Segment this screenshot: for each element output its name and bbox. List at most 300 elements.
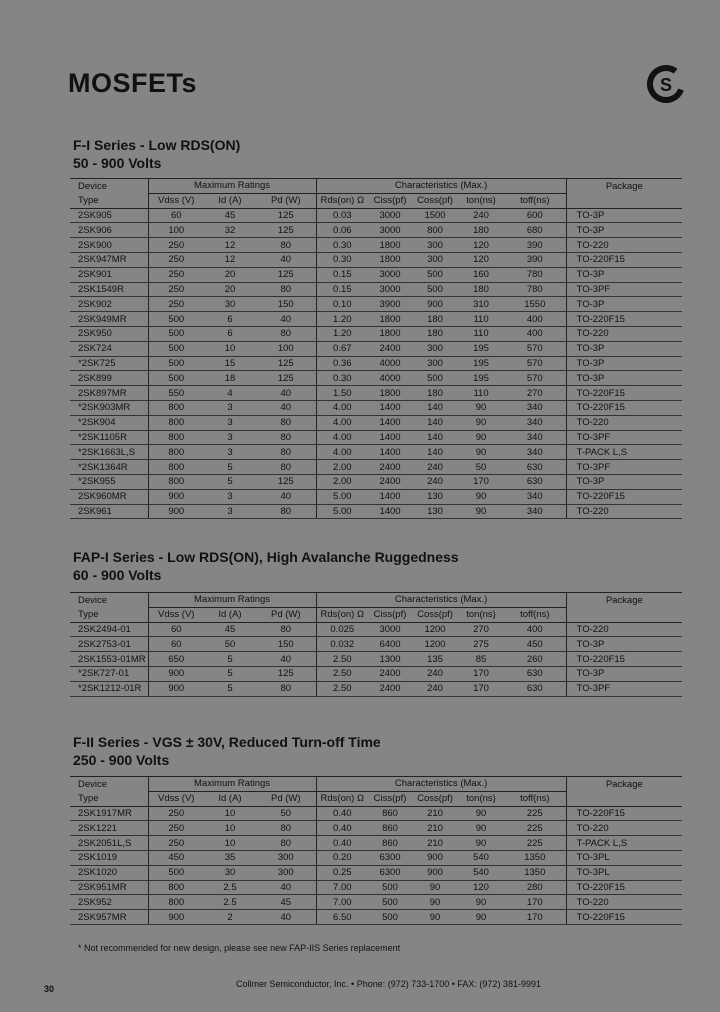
cell-id: 18 (204, 371, 256, 386)
page-number: 30 (44, 984, 55, 994)
cell-ton: 90 (458, 489, 504, 504)
table-row (70, 460, 682, 475)
cell-pd: 125 (256, 223, 316, 238)
cell-vdss: 650 (148, 652, 204, 667)
header-package: Package (566, 593, 682, 608)
cell-vdss: 250 (148, 252, 204, 267)
cell-ton: 90 (458, 504, 504, 519)
cell-ton: 90 (458, 895, 504, 910)
cell-vdss: 500 (148, 356, 204, 371)
cell-ton: 110 (458, 312, 504, 327)
cell-pd: 80 (256, 821, 316, 836)
table-row (70, 652, 682, 667)
cell-pd: 45 (256, 895, 316, 910)
cell-rds-on: 0.40 (316, 821, 368, 836)
cell-ciss: 1400 (368, 445, 412, 460)
cell-pd: 125 (256, 474, 316, 489)
cell-device-type: 2SK1019 (70, 850, 148, 865)
header-id: Id (A) (204, 791, 256, 806)
cell-id: 10 (204, 821, 256, 836)
cell-toff: 225 (504, 836, 566, 851)
cell-device-type: 2SK1549R (70, 282, 148, 297)
cell-id: 3 (204, 489, 256, 504)
cell-ciss: 2400 (368, 341, 412, 356)
cell-package: TO-3PL (566, 850, 682, 865)
cell-toff: 630 (504, 666, 566, 681)
header-pd: Pd (W) (256, 607, 316, 622)
cell-pd: 125 (256, 208, 316, 223)
cell-pd: 80 (256, 445, 316, 460)
table-row (70, 821, 682, 836)
header-type: Type (70, 791, 148, 806)
cell-coss: 240 (412, 460, 458, 475)
cell-vdss: 900 (148, 489, 204, 504)
cell-package: TO-3P (566, 297, 682, 312)
cell-rds-on: 0.15 (316, 267, 368, 282)
cell-id: 6 (204, 326, 256, 341)
cell-package: TO-3P (566, 666, 682, 681)
cell-coss: 240 (412, 681, 458, 696)
cell-package: TO-220 (566, 504, 682, 519)
cell-package: TO-3PF (566, 681, 682, 696)
table-row (70, 400, 682, 415)
cell-device-type: 2SK947MR (70, 252, 148, 267)
cell-package: TO-220F15 (566, 400, 682, 415)
cell-toff: 630 (504, 474, 566, 489)
header-characteristics: Characteristics (Max.) (316, 777, 566, 792)
cell-toff: 600 (504, 208, 566, 223)
cell-toff: 260 (504, 652, 566, 667)
cell-coss: 800 (412, 223, 458, 238)
cell-coss: 140 (412, 445, 458, 460)
cell-coss: 900 (412, 865, 458, 880)
cell-id: 30 (204, 865, 256, 880)
table-row (70, 267, 682, 282)
header-characteristics: Characteristics (Max.) (316, 179, 566, 194)
cell-vdss: 800 (148, 474, 204, 489)
header-ciss: Ciss(pf) (368, 193, 412, 208)
table-row (70, 666, 682, 681)
header-max-ratings: Maximum Ratings (148, 777, 316, 792)
table-row (70, 445, 682, 460)
header-device: Device (70, 179, 148, 194)
cell-ton: 85 (458, 652, 504, 667)
spec-table (70, 178, 682, 519)
cell-ciss: 3000 (368, 622, 412, 637)
cell-coss: 210 (412, 836, 458, 851)
cell-coss: 1200 (412, 622, 458, 637)
cell-pd: 40 (256, 386, 316, 401)
header-package-spacer (566, 791, 682, 806)
cell-rds-on: 2.50 (316, 652, 368, 667)
table-row (70, 238, 682, 253)
cell-ton: 90 (458, 430, 504, 445)
cell-ciss: 1800 (368, 238, 412, 253)
cell-toff: 340 (504, 489, 566, 504)
cell-toff: 400 (504, 326, 566, 341)
table-row (70, 297, 682, 312)
header-id: Id (A) (204, 607, 256, 622)
cell-package: TO-3P (566, 208, 682, 223)
section-heading (73, 733, 381, 769)
cell-device-type: 2SK905 (70, 208, 148, 223)
cell-ton: 170 (458, 681, 504, 696)
cell-vdss: 800 (148, 880, 204, 895)
cell-ciss: 500 (368, 910, 412, 925)
cell-device-type: 2SK897MR (70, 386, 148, 401)
cell-rds-on: 0.15 (316, 282, 368, 297)
cell-vdss: 60 (148, 637, 204, 652)
header-ciss: Ciss(pf) (368, 791, 412, 806)
header-ton: ton(ns) (458, 193, 504, 208)
spec-table (70, 776, 682, 925)
cell-id: 10 (204, 836, 256, 851)
cell-coss: 1200 (412, 637, 458, 652)
header-toff: toff(ns) (504, 193, 566, 208)
header-max-ratings: Maximum Ratings (148, 179, 316, 194)
cell-ciss: 3000 (368, 282, 412, 297)
cell-id: 5 (204, 460, 256, 475)
header-package-spacer (566, 193, 682, 208)
cell-ciss: 4000 (368, 356, 412, 371)
cell-rds-on: 1.20 (316, 312, 368, 327)
cell-ton: 195 (458, 371, 504, 386)
cell-pd: 80 (256, 622, 316, 637)
cell-pd: 80 (256, 460, 316, 475)
cell-toff: 400 (504, 312, 566, 327)
cell-vdss: 900 (148, 910, 204, 925)
table-row (70, 504, 682, 519)
cell-package: TO-3PL (566, 865, 682, 880)
cell-ton: 50 (458, 460, 504, 475)
cell-pd: 100 (256, 341, 316, 356)
cell-id: 5 (204, 652, 256, 667)
cell-pd: 80 (256, 415, 316, 430)
cell-device-type: 2SK950 (70, 326, 148, 341)
cell-pd: 80 (256, 681, 316, 696)
cell-toff: 340 (504, 415, 566, 430)
cell-toff: 340 (504, 400, 566, 415)
cell-id: 3 (204, 445, 256, 460)
cell-coss: 300 (412, 238, 458, 253)
cell-rds-on: 0.25 (316, 865, 368, 880)
cell-ton: 170 (458, 666, 504, 681)
cell-vdss: 800 (148, 430, 204, 445)
cell-ton: 90 (458, 415, 504, 430)
cell-ciss: 1800 (368, 252, 412, 267)
cell-ciss: 1800 (368, 312, 412, 327)
cell-id: 20 (204, 267, 256, 282)
page-title: MOSFETs (68, 68, 198, 98)
cell-ciss: 2400 (368, 474, 412, 489)
cell-toff: 680 (504, 223, 566, 238)
cell-ton: 90 (458, 910, 504, 925)
section-title: FAP-I Series - Low RDS(ON), High Avalanche Ruggedness (73, 549, 459, 565)
cell-device-type: *2SK904 (70, 415, 148, 430)
cell-rds-on: 0.36 (316, 356, 368, 371)
header-vdss: Vdss (V) (148, 607, 204, 622)
cell-ton: 195 (458, 356, 504, 371)
cell-vdss: 60 (148, 208, 204, 223)
cell-rds-on: 0.30 (316, 238, 368, 253)
cell-rds-on: 6.50 (316, 910, 368, 925)
cell-coss: 300 (412, 356, 458, 371)
table-row (70, 637, 682, 652)
cell-toff: 340 (504, 430, 566, 445)
cell-rds-on: 0.40 (316, 806, 368, 821)
header-vdss: Vdss (V) (148, 193, 204, 208)
cell-ciss: 1400 (368, 415, 412, 430)
cell-ton: 275 (458, 637, 504, 652)
cell-rds-on: 0.20 (316, 850, 368, 865)
cell-package: TO-220F15 (566, 386, 682, 401)
cell-coss: 180 (412, 312, 458, 327)
cell-toff: 225 (504, 821, 566, 836)
header-coss: Coss(pf) (412, 791, 458, 806)
cell-ton: 90 (458, 445, 504, 460)
cell-toff: 570 (504, 356, 566, 371)
cell-package: TO-220 (566, 238, 682, 253)
cell-vdss: 900 (148, 666, 204, 681)
table-row (70, 836, 682, 851)
table-row (70, 622, 682, 637)
table-row (70, 282, 682, 297)
cell-pd: 80 (256, 238, 316, 253)
cell-toff: 390 (504, 252, 566, 267)
cell-device-type: 2SK1221 (70, 821, 148, 836)
cell-id: 45 (204, 208, 256, 223)
table-row (70, 208, 682, 223)
cell-package: TO-220F15 (566, 806, 682, 821)
cell-package: T-PACK L,S (566, 836, 682, 851)
header-type: Type (70, 193, 148, 208)
cell-device-type: 2SK902 (70, 297, 148, 312)
cell-vdss: 500 (148, 326, 204, 341)
cell-ciss: 1800 (368, 326, 412, 341)
cell-toff: 1550 (504, 297, 566, 312)
cell-device-type: 2SK960MR (70, 489, 148, 504)
cell-vdss: 450 (148, 850, 204, 865)
cell-device-type: 2SK1553-01MR (70, 652, 148, 667)
cell-coss: 130 (412, 504, 458, 519)
header-pd: Pd (W) (256, 791, 316, 806)
section-voltage-range: 50 - 900 Volts (73, 155, 162, 171)
cell-toff: 780 (504, 282, 566, 297)
cell-ciss: 3900 (368, 297, 412, 312)
cell-package: TO-220 (566, 415, 682, 430)
cell-pd: 150 (256, 637, 316, 652)
cell-package: TO-3P (566, 371, 682, 386)
table-row (70, 865, 682, 880)
cell-id: 3 (204, 415, 256, 430)
cell-rds-on: 1.50 (316, 386, 368, 401)
cell-id: 32 (204, 223, 256, 238)
cell-vdss: 250 (148, 282, 204, 297)
cell-device-type: *2SK1105R (70, 430, 148, 445)
cell-device-type: *2SK903MR (70, 400, 148, 415)
cell-pd: 40 (256, 252, 316, 267)
cell-device-type: *2SK1364R (70, 460, 148, 475)
header-id: Id (A) (204, 193, 256, 208)
cell-toff: 280 (504, 880, 566, 895)
cell-package: TO-220 (566, 821, 682, 836)
cell-pd: 40 (256, 910, 316, 925)
cell-ciss: 1400 (368, 430, 412, 445)
cell-ton: 120 (458, 238, 504, 253)
cell-id: 30 (204, 297, 256, 312)
cell-pd: 300 (256, 865, 316, 880)
cell-package: TO-3P (566, 341, 682, 356)
header-ton: ton(ns) (458, 607, 504, 622)
cell-rds-on: 4.00 (316, 400, 368, 415)
cell-vdss: 250 (148, 806, 204, 821)
cell-vdss: 550 (148, 386, 204, 401)
table-row (70, 386, 682, 401)
header-rds-on: Rds(on) Ω (316, 607, 368, 622)
cell-ciss: 860 (368, 821, 412, 836)
table-row (70, 252, 682, 267)
table-row (70, 880, 682, 895)
cell-vdss: 800 (148, 400, 204, 415)
cell-package: TO-3P (566, 267, 682, 282)
table-row (70, 312, 682, 327)
cell-pd: 80 (256, 282, 316, 297)
cell-pd: 40 (256, 489, 316, 504)
cell-device-type: *2SK727-01 (70, 666, 148, 681)
cell-pd: 80 (256, 326, 316, 341)
cell-toff: 270 (504, 386, 566, 401)
cell-vdss: 250 (148, 836, 204, 851)
table-row (70, 681, 682, 696)
collmer-logo-icon (646, 64, 686, 104)
cell-coss: 900 (412, 297, 458, 312)
cell-pd: 40 (256, 652, 316, 667)
header-toff: toff(ns) (504, 607, 566, 622)
cell-package: TO-220F15 (566, 489, 682, 504)
section-heading (73, 136, 240, 172)
cell-toff: 450 (504, 637, 566, 652)
table-row (70, 910, 682, 925)
cell-vdss: 800 (148, 415, 204, 430)
cell-package: TO-3P (566, 637, 682, 652)
cell-toff: 630 (504, 681, 566, 696)
cell-pd: 300 (256, 850, 316, 865)
cell-id: 15 (204, 356, 256, 371)
cell-ciss: 1300 (368, 652, 412, 667)
cell-ton: 270 (458, 622, 504, 637)
cell-package: TO-3P (566, 356, 682, 371)
cell-id: 2 (204, 910, 256, 925)
cell-vdss: 250 (148, 238, 204, 253)
cell-vdss: 250 (148, 297, 204, 312)
footer-contact: Collmer Semiconductor, Inc. • Phone: (972) 733-1700 • FAX: (972) 381-9991 (236, 979, 541, 989)
cell-rds-on: 0.67 (316, 341, 368, 356)
cell-rds-on: 0.032 (316, 637, 368, 652)
cell-id: 5 (204, 474, 256, 489)
cell-coss: 140 (412, 415, 458, 430)
cell-coss: 210 (412, 821, 458, 836)
header-type: Type (70, 607, 148, 622)
cell-toff: 630 (504, 460, 566, 475)
cell-device-type: 2SK951MR (70, 880, 148, 895)
cell-coss: 300 (412, 341, 458, 356)
cell-rds-on: 5.00 (316, 489, 368, 504)
cell-ciss: 500 (368, 880, 412, 895)
cell-device-type: 2SK900 (70, 238, 148, 253)
table-row (70, 895, 682, 910)
cell-ciss: 3000 (368, 223, 412, 238)
table-row (70, 806, 682, 821)
cell-ton: 540 (458, 865, 504, 880)
cell-rds-on: 7.00 (316, 880, 368, 895)
section-voltage-range: 60 - 900 Volts (73, 567, 162, 583)
header-vdss: Vdss (V) (148, 791, 204, 806)
cell-rds-on: 0.30 (316, 252, 368, 267)
cell-ton: 310 (458, 297, 504, 312)
cell-vdss: 250 (148, 821, 204, 836)
cell-toff: 390 (504, 238, 566, 253)
cell-id: 10 (204, 341, 256, 356)
cell-pd: 125 (256, 356, 316, 371)
cell-ciss: 500 (368, 895, 412, 910)
cell-ton: 90 (458, 836, 504, 851)
cell-ciss: 2400 (368, 681, 412, 696)
cell-vdss: 100 (148, 223, 204, 238)
spec-table (70, 592, 682, 697)
cell-device-type: 2SK1020 (70, 865, 148, 880)
cell-ciss: 6300 (368, 850, 412, 865)
cell-toff: 340 (504, 504, 566, 519)
cell-pd: 40 (256, 880, 316, 895)
cell-id: 2.5 (204, 895, 256, 910)
cell-ciss: 1400 (368, 400, 412, 415)
section-title: F-II Series - VGS ± 30V, Reduced Turn-off Time (73, 734, 381, 750)
cell-ciss: 3000 (368, 208, 412, 223)
cell-coss: 500 (412, 267, 458, 282)
table-row (70, 850, 682, 865)
cell-toff: 1350 (504, 850, 566, 865)
table-row (70, 341, 682, 356)
table-row (70, 223, 682, 238)
header-device: Device (70, 777, 148, 792)
cell-ciss: 2400 (368, 666, 412, 681)
cell-ton: 180 (458, 223, 504, 238)
cell-id: 10 (204, 806, 256, 821)
cell-coss: 140 (412, 400, 458, 415)
header-package: Package (566, 179, 682, 194)
cell-device-type: 2SK906 (70, 223, 148, 238)
cell-vdss: 250 (148, 267, 204, 282)
cell-ton: 195 (458, 341, 504, 356)
cell-ton: 90 (458, 400, 504, 415)
cell-pd: 80 (256, 836, 316, 851)
cell-rds-on: 7.00 (316, 895, 368, 910)
cell-pd: 40 (256, 400, 316, 415)
cell-package: TO-220F15 (566, 252, 682, 267)
cell-package: TO-220F15 (566, 312, 682, 327)
cell-id: 2.5 (204, 880, 256, 895)
cell-pd: 80 (256, 504, 316, 519)
cell-pd: 150 (256, 297, 316, 312)
cell-toff: 170 (504, 910, 566, 925)
cell-id: 6 (204, 312, 256, 327)
section-voltage-range: 250 - 900 Volts (73, 752, 170, 768)
cell-toff: 570 (504, 341, 566, 356)
cell-coss: 130 (412, 489, 458, 504)
cell-ciss: 1400 (368, 489, 412, 504)
cell-vdss: 800 (148, 460, 204, 475)
cell-package: T-PACK L,S (566, 445, 682, 460)
